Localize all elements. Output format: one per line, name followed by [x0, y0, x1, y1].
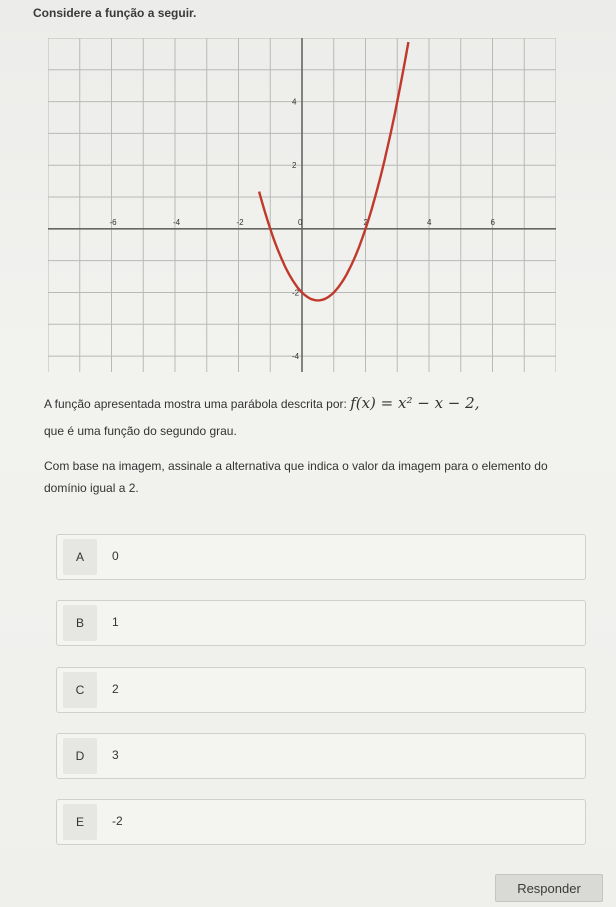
option-a[interactable] — [56, 534, 586, 580]
question-text: Com base na imagem, assinale a alternativa que indica o valor da imagem para o elemento do domínio igual a 2. — [44, 459, 548, 495]
x-tick-label: 4 — [427, 217, 432, 227]
option-b[interactable] — [56, 600, 586, 646]
function-graph — [48, 38, 556, 372]
statement-text-2: que é uma função do segundo grau. — [44, 424, 237, 438]
x-tick-label: 2 — [363, 217, 368, 227]
option-letter: D — [63, 738, 97, 774]
option-c[interactable] — [56, 667, 586, 713]
option-value: 0 — [112, 549, 119, 563]
y-tick-label: -4 — [292, 352, 300, 362]
option-value: 2 — [112, 682, 119, 696]
function-statement — [44, 390, 594, 445]
y-tick-label: -2 — [292, 288, 300, 298]
option-letter: B — [63, 605, 97, 641]
option-letter: A — [63, 539, 97, 575]
x-tick-label: -6 — [109, 217, 117, 227]
statement-text: A função apresentada mostra uma parábola descrita por: — [44, 397, 351, 411]
x-tick-label: 0 — [298, 217, 303, 227]
option-value: -2 — [112, 814, 123, 828]
x-tick-label: -2 — [236, 217, 244, 227]
y-tick-label: 2 — [292, 161, 297, 171]
option-value: 3 — [112, 748, 119, 762]
function-formula: f(x) = x² − x − 2, — [350, 394, 480, 412]
option-letter: C — [63, 672, 97, 708]
option-value: 1 — [112, 615, 119, 629]
x-tick-label: -4 — [173, 217, 181, 227]
x-tick-label: 6 — [490, 217, 495, 227]
submit-button[interactable]: Responder — [495, 874, 603, 902]
y-tick-label: 4 — [292, 97, 297, 107]
option-d[interactable] — [56, 733, 586, 779]
option-e[interactable] — [56, 799, 586, 845]
option-letter: E — [63, 804, 97, 840]
intro-text: Considere a função a seguir. — [33, 6, 197, 20]
graph-axes — [48, 38, 556, 372]
